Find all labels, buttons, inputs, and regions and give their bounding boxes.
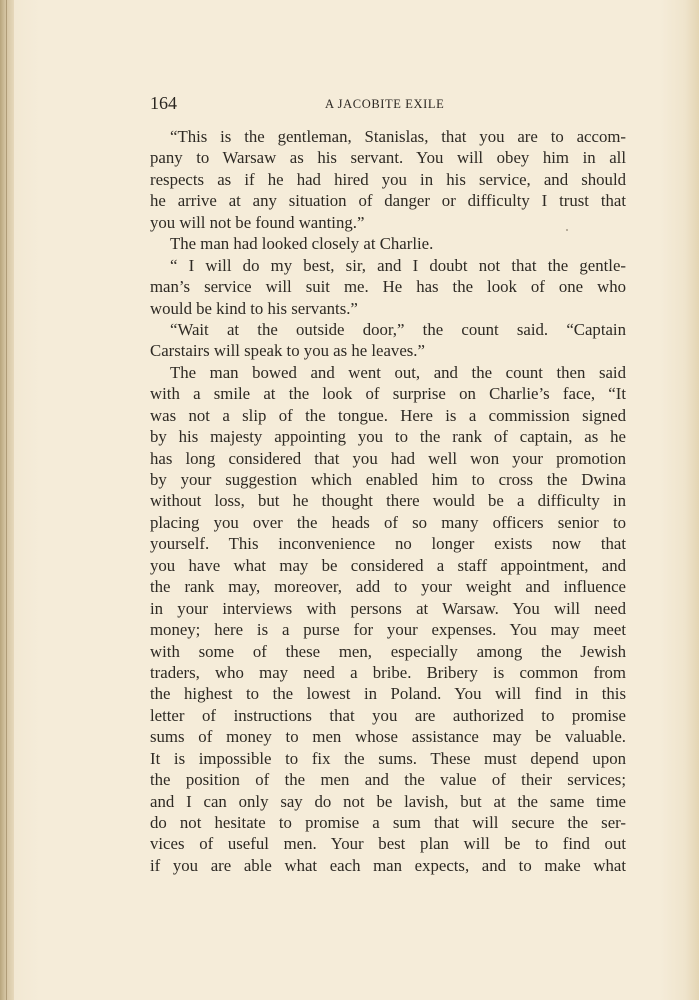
text-line: he arrive at any situation of danger or difficulty I trust that [150,191,626,211]
text-line: respects as if he had hired you in his service, and should [150,169,626,189]
text-line: yourself. This inconvenience no longer exists now that [150,534,626,554]
page-binding-edge [0,0,14,1000]
text-line: by your suggestion which enabled him to cross the Dwina [150,470,626,489]
text-line: do not hesitate to promise a sum that will secure the ser- [150,813,626,832]
text-line: traders, who may need a bribe. Bribery is common from [150,662,626,682]
text-line: sums of money to men whose assistance may be valuable. [150,727,626,747]
text-line: The man bowed and went out, and the count then said [170,362,626,382]
text-line: pany to Warsaw as his servant. You will obey him in all [150,148,626,168]
text-line: by his majesty appointing you to the rank of captain, as he [150,427,626,447]
text-line: was not a slip of the tongue. Here is a commission signed [150,405,626,425]
text-line: you will not be found wanting.” [150,212,365,232]
text-line: you have what may be considered a staff appointment, and [150,555,626,575]
text-line: in your interviews with persons at Warsaw. You will need [150,598,626,618]
text-line: the position of the men and the value of their services; [150,770,626,790]
page-header [150,92,630,116]
text-line: Carstairs will speak to you as he leaves.” [150,341,425,361]
text-line: with some of these men, especially among the Jewish [150,641,626,661]
page-number: 164 [150,93,177,113]
body-text [150,126,626,876]
binding-line [6,0,7,1000]
text-line: letter of instructions that you are authorized to promise [150,705,626,725]
text-line: with a smile at the look of surprise on Charlie’s face, “It [150,384,626,404]
text-line: would be kind to his servants.” [150,298,358,318]
text-line: and I can only say do not be lavish, but at the same time [150,791,626,811]
text-line: the highest to the lowest in Poland. You will find in this [150,684,626,704]
text-line: “ I will do my best, sir, and I doubt not that the gentle- [170,255,626,275]
running-head: A JACOBITE EXILE [325,97,445,111]
text-line: placing you over the heads of so many officers senior to [150,512,626,532]
text-line: if you are able what each man expects, and to make what [150,855,626,875]
text-line: has long considered that you had well won your promotion [150,448,626,468]
text-line: The man had looked closely at Charlie. [170,234,434,254]
text-line: vices of useful men. Your best plan will be to find out [150,834,626,854]
paper-speck [566,229,568,231]
text-line: the rank may, moreover, add to your weight and influence [150,577,626,597]
text-line: man’s service will suit me. He has the look of one who [150,277,626,297]
text-line: without loss, but he thought there would be a difficulty in [150,491,626,511]
text-line: “Wait at the outside door,” the count said. “Captain [170,319,626,339]
text-line: money; here is a purse for your expenses. You may meet [150,620,626,640]
text-line: It is impossible to fix the sums. These must depend upon [150,748,626,768]
text-line: “This is the gentleman, Stanislas, that you are to accom- [170,127,626,146]
